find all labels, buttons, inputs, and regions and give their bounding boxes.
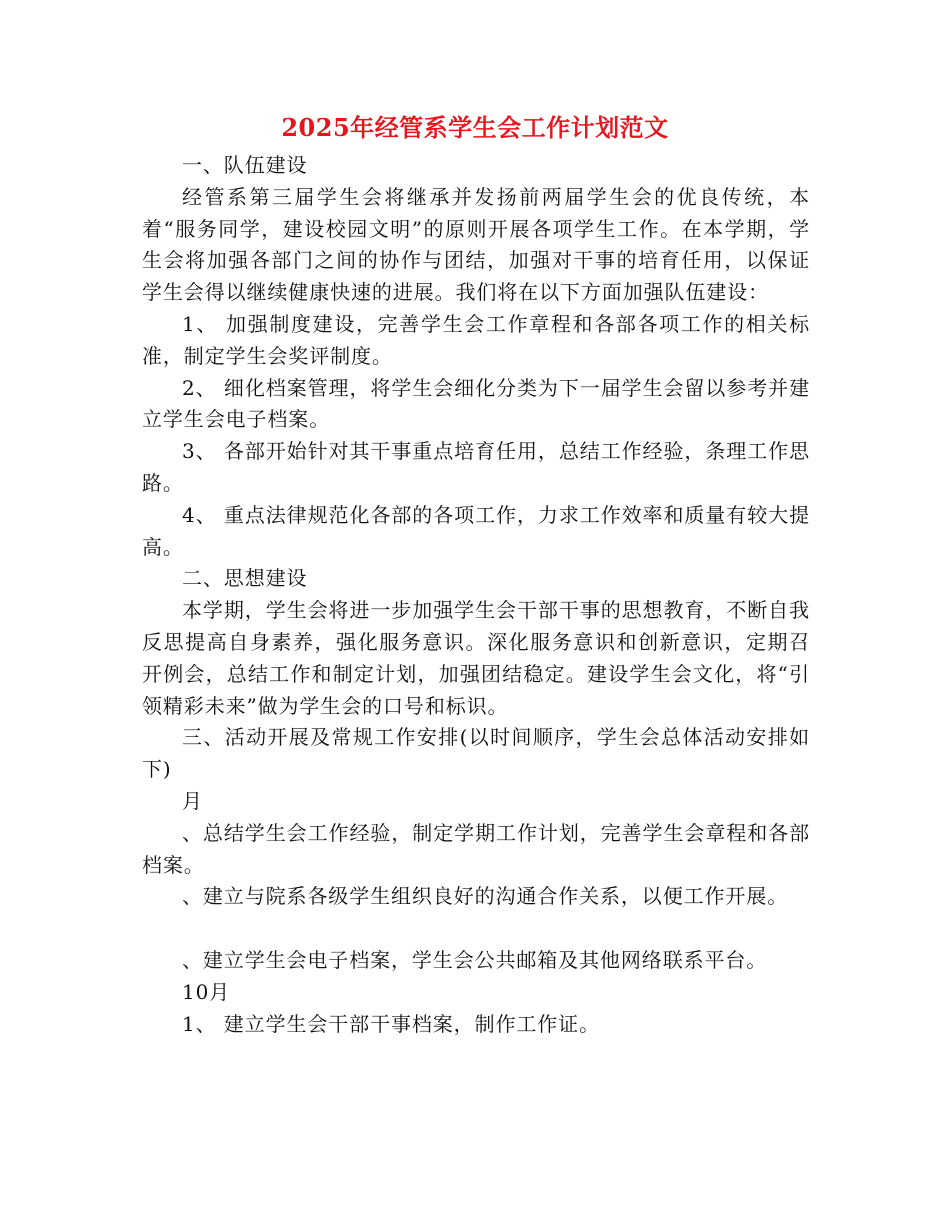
section-heading-activities: 三、活动开展及常规工作安排(以时间顺序，学生会总体活动安排如下) [142, 725, 810, 782]
list-item-2: 2、 细化档案管理，将学生会细化分类为下一届学生会留以参考并建立学生会电子档案。 [142, 375, 810, 432]
month-heading-october: 10月 [182, 979, 231, 1004]
month-heading: 月 [182, 788, 203, 813]
activity-item-communication: 、建立与院系各级学生组织良好的沟通合作关系，以便工作开展。 [182, 884, 789, 909]
october-item-1: 1、 建立学生会干部干事档案，制作工作证。 [182, 1011, 600, 1036]
section-heading-ideology: 二、思想建设 [182, 566, 308, 591]
section-heading-team: 一、队伍建设 [182, 153, 308, 177]
paragraph-ideology: 本学期，学生会将进一步加强学生会干部干事的思想教育，不断自我反思提高自身素养，强化服务意识。深化服务意识和创新意识，定期召开例会，总结工作和制定计划，加强团结稳定。建设学生会文化，将“引领精彩未来”做为学生会的口号和标识。 [142, 598, 810, 718]
list-item-4: 4、 重点法律规范化各部的各项工作，力求工作效率和质量有较大提高。 [142, 502, 810, 559]
list-item-3: 3、 各部开始针对其干事重点培育任用，总结工作经验，条理工作思路。 [142, 439, 810, 495]
activity-item-e-archive: 、建立学生会电子档案，学生会公共邮箱及其他网络联系平台。 [182, 947, 768, 972]
list-item-1: 1、 加强制度建设，完善学生会工作章程和各部各项工作的相关标准，制定学生会奖评制度。 [142, 311, 810, 368]
document-body [142, 150, 810, 1040]
paragraph-team-intro: 经管系第三届学生会将继承并发扬前两届学生会的优良传统，本着“服务同学，建设校园文明”的原则开展各项学生工作。在本学期，学生会将加强各部门之间的协作与团结，加强对干事的培育任用，以保证学生会得以继续健康快速的进展。我们将在以下方面加强队伍建设： [142, 184, 810, 305]
document-title: 2025年经管系学生会工作计划范文 [281, 113, 669, 142]
activity-item-summary: 、总结学生会工作经验，制定学期工作计划，完善学生会章程和各部档案。 [142, 820, 810, 877]
